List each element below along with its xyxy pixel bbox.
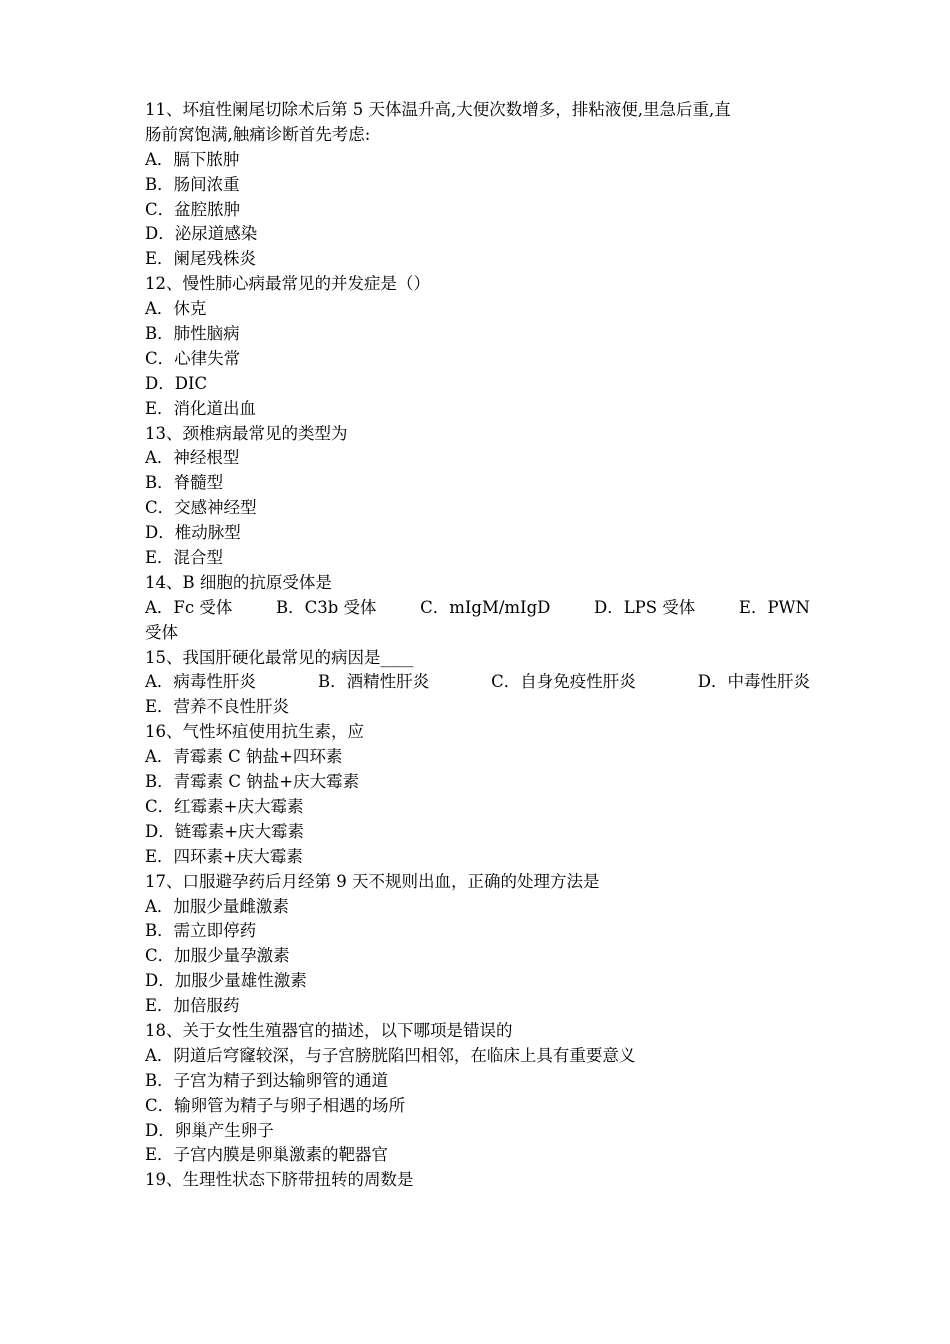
option: B．脊髓型 [145, 473, 224, 493]
option: A．加服少量雌激素 [145, 896, 289, 916]
question-list [145, 98, 810, 1193]
question-14 [145, 571, 810, 646]
option: A．Fc 受体 [145, 597, 233, 617]
option-continuation: 受体 [145, 622, 178, 642]
question-15 [145, 646, 810, 721]
option: E．营养不良性肝炎 [145, 697, 290, 717]
option: C．自身免疫性肝炎 [491, 672, 636, 692]
question-stem: 13、颈椎病最常见的类型为 [145, 423, 348, 443]
option: B．子宫为精子到达输卵管的通道 [145, 1070, 389, 1090]
question-17 [145, 870, 810, 1019]
option: A．休克 [145, 299, 207, 319]
option: C．盆腔脓肿 [145, 199, 241, 219]
option: A．青霉素 C 钠盐+四环素 [145, 747, 343, 767]
question-stem: 19、生理性状态下脐带扭转的周数是 [145, 1170, 414, 1190]
option: D．DIC [145, 373, 208, 393]
option: C．mIgM/mIgD [420, 597, 551, 617]
option: C．输卵管为精子与卵子相遇的场所 [145, 1095, 406, 1115]
question-stem: 14、B 细胞的抗原受体是 [145, 572, 332, 592]
option: C．心律失常 [145, 348, 241, 368]
question-stem: 11、坏疽性阑尾切除术后第 5 天体温升高,大便次数增多，排粘液便,里急后重,直 [145, 100, 731, 119]
inline-option-row [145, 670, 810, 695]
question-16 [145, 720, 810, 869]
option: A．膈下脓肿 [145, 149, 240, 169]
option: D．泌尿道感染 [145, 224, 258, 244]
question-stem: 16、气性坏疽使用抗生素，应 [145, 722, 364, 742]
inline-option-row [145, 596, 810, 621]
option: B．青霉素 C 钠盐+庆大霉素 [145, 772, 360, 792]
question-13 [145, 422, 810, 571]
question-19 [145, 1168, 810, 1193]
question-stem: 肠前窝饱满,触痛诊断首先考虑: [145, 124, 371, 144]
question-12 [145, 272, 810, 421]
option: C．红霉素+庆大霉素 [145, 796, 304, 816]
option: C．加服少量孕激素 [145, 946, 290, 966]
option: E．PWN [738, 597, 810, 617]
option: B．C3b 受体 [275, 597, 377, 617]
question-18 [145, 1019, 810, 1168]
option: D．LPS 受体 [593, 597, 696, 617]
option: E．子宫内膜是卵巢激素的靶器官 [145, 1145, 389, 1165]
option: D．中毒性肝炎 [697, 672, 810, 692]
option: D．卵巢产生卵子 [145, 1120, 274, 1140]
question-stem: 12、慢性肺心病最常见的并发症是（） [145, 274, 430, 294]
question-11 [145, 98, 810, 272]
option: D．加服少量雄性激素 [145, 971, 307, 991]
option: B．酒精性肝炎 [317, 672, 430, 692]
option: D．椎动脉型 [145, 523, 241, 543]
option: D．链霉素+庆大霉素 [145, 821, 305, 841]
question-stem: 18、关于女性生殖器官的描述，以下哪项是错误的 [145, 1020, 513, 1040]
option: B．肠间浓重 [145, 174, 240, 194]
option: E．混合型 [145, 548, 224, 568]
option: E．加倍服药 [145, 996, 240, 1016]
option: E．四环素+庆大霉素 [145, 846, 303, 866]
question-stem: 17、口服避孕药后月经第 9 天不规则出血，正确的处理方法是 [145, 871, 600, 891]
option: A．神经根型 [145, 448, 240, 468]
option: B．肺性脑病 [145, 324, 240, 344]
option: E．消化道出血 [145, 398, 257, 418]
option: A．病毒性肝炎 [145, 672, 256, 692]
option: E．阑尾残株炎 [145, 249, 257, 269]
option: A．阴道后穹窿较深，与子宫膀胱陷凹相邻，在临床上具有重要意义 [145, 1045, 636, 1065]
option: C．交感神经型 [145, 498, 257, 518]
question-stem: 15、我国肝硬化最常见的病因是____ [145, 647, 414, 667]
option: B．需立即停药 [145, 921, 257, 941]
